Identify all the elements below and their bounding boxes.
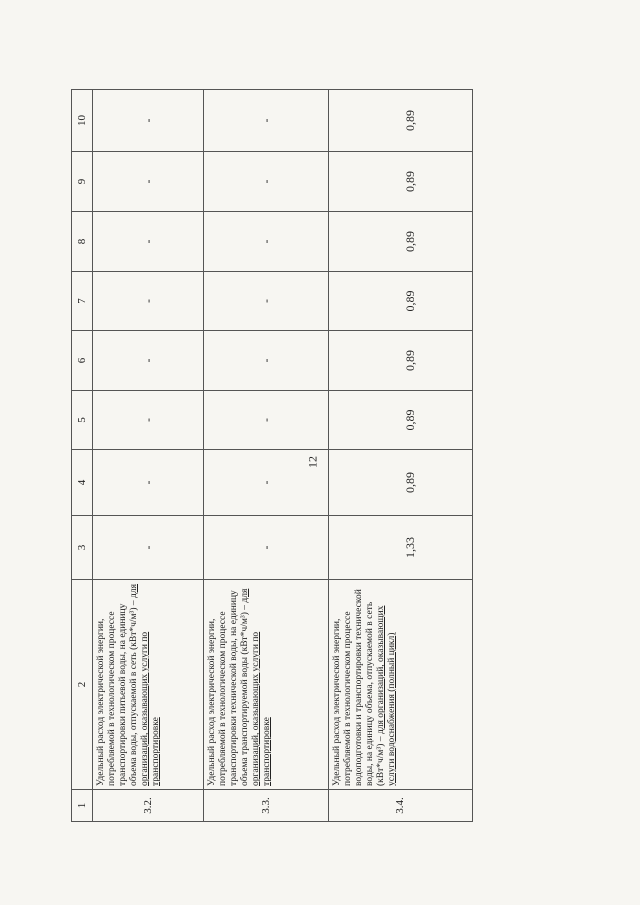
indicators-table: [71, 89, 473, 822]
value-cell: -: [204, 152, 329, 212]
value-cell: -: [93, 272, 204, 331]
value-cell: 0,89: [329, 152, 473, 212]
value-cell: -: [93, 331, 204, 391]
page-number: 12: [305, 456, 320, 468]
header-cell: 2: [72, 580, 93, 790]
value-cell: -: [93, 391, 204, 450]
value-cell: -: [93, 90, 204, 152]
row-description-text: Удельный расход электрической энергии, потребляемой в технологическом процессе транспортировки питьевой воды, на единицу объема воды, отпускаемой в сеть (кВт*ч/м³) –: [96, 600, 139, 786]
header-cell: 4: [72, 450, 93, 516]
value-cell: 0,89: [329, 212, 473, 272]
value-cell: -: [93, 212, 204, 272]
value-cell: 0,89: [329, 391, 473, 450]
value-cell: -: [204, 450, 329, 516]
row-description-underlined: для организаций, оказывающих услуги по транспортировке: [240, 588, 272, 786]
row-description: [329, 580, 473, 790]
row-number: 3.3.: [204, 790, 329, 822]
value-cell: 0,89: [329, 331, 473, 391]
value-cell: 1,33: [329, 516, 473, 580]
header-cell: 6: [72, 331, 93, 391]
value-cell: -: [93, 516, 204, 580]
value-cell: 0,89: [329, 272, 473, 331]
header-cell: 1: [72, 790, 93, 822]
header-cell: 10: [72, 90, 93, 152]
value-cell: -: [204, 331, 329, 391]
value-cell: 0,89: [329, 90, 473, 152]
value-cell: -: [204, 391, 329, 450]
value-cell: -: [93, 152, 204, 212]
value-cell: -: [93, 450, 204, 516]
row-description-underlined: для организаций, оказывающих услуги водоснабжения (полный цикл): [376, 605, 397, 786]
value-cell: -: [204, 212, 329, 272]
row-description-underlined: для организаций, оказывающих услуги по транспортировке: [129, 583, 161, 786]
table-row: [93, 90, 204, 822]
rotated-table-container: [71, 90, 471, 822]
header-cell: 9: [72, 152, 93, 212]
header-cell: 8: [72, 212, 93, 272]
header-cell: 5: [72, 391, 93, 450]
row-description: [204, 580, 329, 790]
value-cell: -: [204, 90, 329, 152]
row-description-text: Удельный расход электрической энергии, потребляемой в технологическом процессе водоподготовки и транспортировки технической воды, на единицу объема, отпускаемой в сеть (кВт*ч/м³) –: [332, 589, 386, 786]
header-cell: 3: [72, 516, 93, 580]
header-cell: 7: [72, 272, 93, 331]
table-row: [204, 90, 329, 822]
row-number: 3.2.: [93, 790, 204, 822]
table-row: [329, 90, 473, 822]
row-number: 3.4.: [329, 790, 473, 822]
value-cell: -: [204, 516, 329, 580]
row-description: [93, 580, 204, 790]
value-cell: 0,89: [329, 450, 473, 516]
header-row: [72, 90, 93, 822]
row-description-text: Удельный расход электрической энергии, потребляемой в технологическом процессе транспортировки технической воды, на единицу объема транспортируемой воды (кВт*ч/м³) –: [207, 590, 250, 786]
value-cell: -: [204, 272, 329, 331]
